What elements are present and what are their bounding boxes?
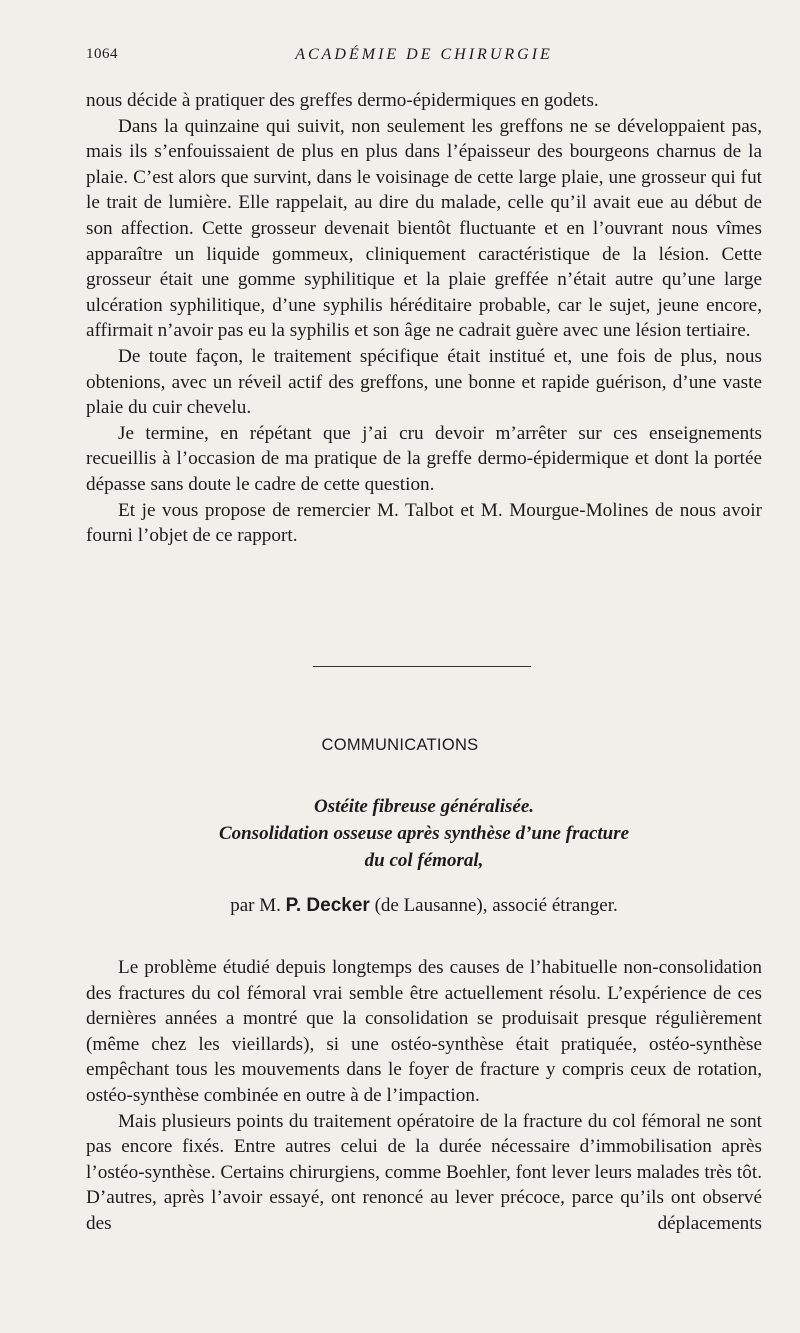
paragraph: Le problème étudié depuis longtemps des causes de l’habituelle non-consolidation des fractures du col fémoral vrai semble être actuellement résolu. L’expérience de ces dernières années a montré que la consolidation se produisait presque régulièrement (même chez les vieillards), si une ostéo-synthèse était pratiquée, ostéo-synthèse empêchant tous les mouvements dans le foyer de fracture y compris ceux de rotation, ostéo-synthèse combinée en outre à de l’impaction. bbox=[86, 957, 762, 1106]
section-divider bbox=[313, 666, 531, 667]
previous-report-text bbox=[86, 88, 762, 549]
article-title-line-3: du col fémoral, bbox=[364, 850, 484, 871]
page-header bbox=[86, 46, 762, 72]
byline bbox=[86, 895, 762, 917]
section-heading: COMMUNICATIONS bbox=[321, 736, 479, 754]
paragraph: Et je vous propose de remercier M. Talbot et M. Mourgue-Molines de nous avoir fourni l’objet de ce rapport. bbox=[86, 499, 762, 547]
running-head: ACADÉMIE DE CHIRURGIE bbox=[295, 46, 553, 63]
byline-suffix: (de Lausanne), associé étranger. bbox=[374, 895, 618, 916]
byline-prefix: par M. bbox=[230, 895, 281, 916]
article-title-line-1: Ostéite fibreuse généralisée. bbox=[313, 796, 535, 817]
paragraph-continuation: nous décide à pratiquer des greffes dermo-épidermiques en godets. bbox=[86, 90, 599, 111]
paragraph: Dans la quinzaine qui suivit, non seulement les greffons ne se développaient pas, mais ils s’enfouissaient de plus en plus dans l’épaisseur des bourgeons charnus de la plaie. C’est alors que survint, dans le voisinage de cette large plaie, une grosseur qui fut le trait de lumière. Elle rappelait, au dire du malade, celle qu’il avait eue au début de son affection. Cette grosseur devenait bientôt fluctuante et en l’ouvrant nous vîmes apparaître un liquide gommeux, cliniquement caractéristique de la lésion. Cette grosseur était une gomme syphilitique et la plaie greffée n’était autre qu’une large ulcération syphilitique, d’une syphilis héréditaire probable, car le sujet, jeune encore, affirmait n’avoir pas eu la syphilis et son âge ne cadrait guère avec une lésion tertiaire. bbox=[86, 115, 762, 342]
article-body bbox=[86, 955, 762, 1237]
paragraph: De toute façon, le traitement spécifique était institué et, une fois de plus, nous obtenions, avec un réveil actif des greffons, une bonne et rapide guérison, d’une vaste plaie du cuir chevelu. bbox=[86, 345, 762, 419]
page-number: 1064 bbox=[86, 46, 118, 62]
article-title-line-2: Consolidation osseuse après synthèse d’une fracture bbox=[218, 823, 630, 844]
byline-author: P. Decker bbox=[285, 895, 370, 916]
paragraph: Mais plusieurs points du traitement opératoire de la fracture du col fémoral ne sont pas encore fixés. Entre autres celui de la durée nécessaire d’immobilisation après l’ostéo-synthèse. Certains chirurgiens, comme Boehler, font lever leurs malades très tôt. D’autres, après l’avoir essayé, ont renoncé au lever précoce, parce qu’ils ont observé des déplacements bbox=[86, 1110, 762, 1234]
paragraph: Je termine, en répétant que j’ai cru devoir m’arrêter sur ces enseignements recueillis à l’occasion de ma pratique de la greffe dermo-épidermique et dont la portée dépasse sans doute le cadre de cette question. bbox=[86, 422, 762, 495]
